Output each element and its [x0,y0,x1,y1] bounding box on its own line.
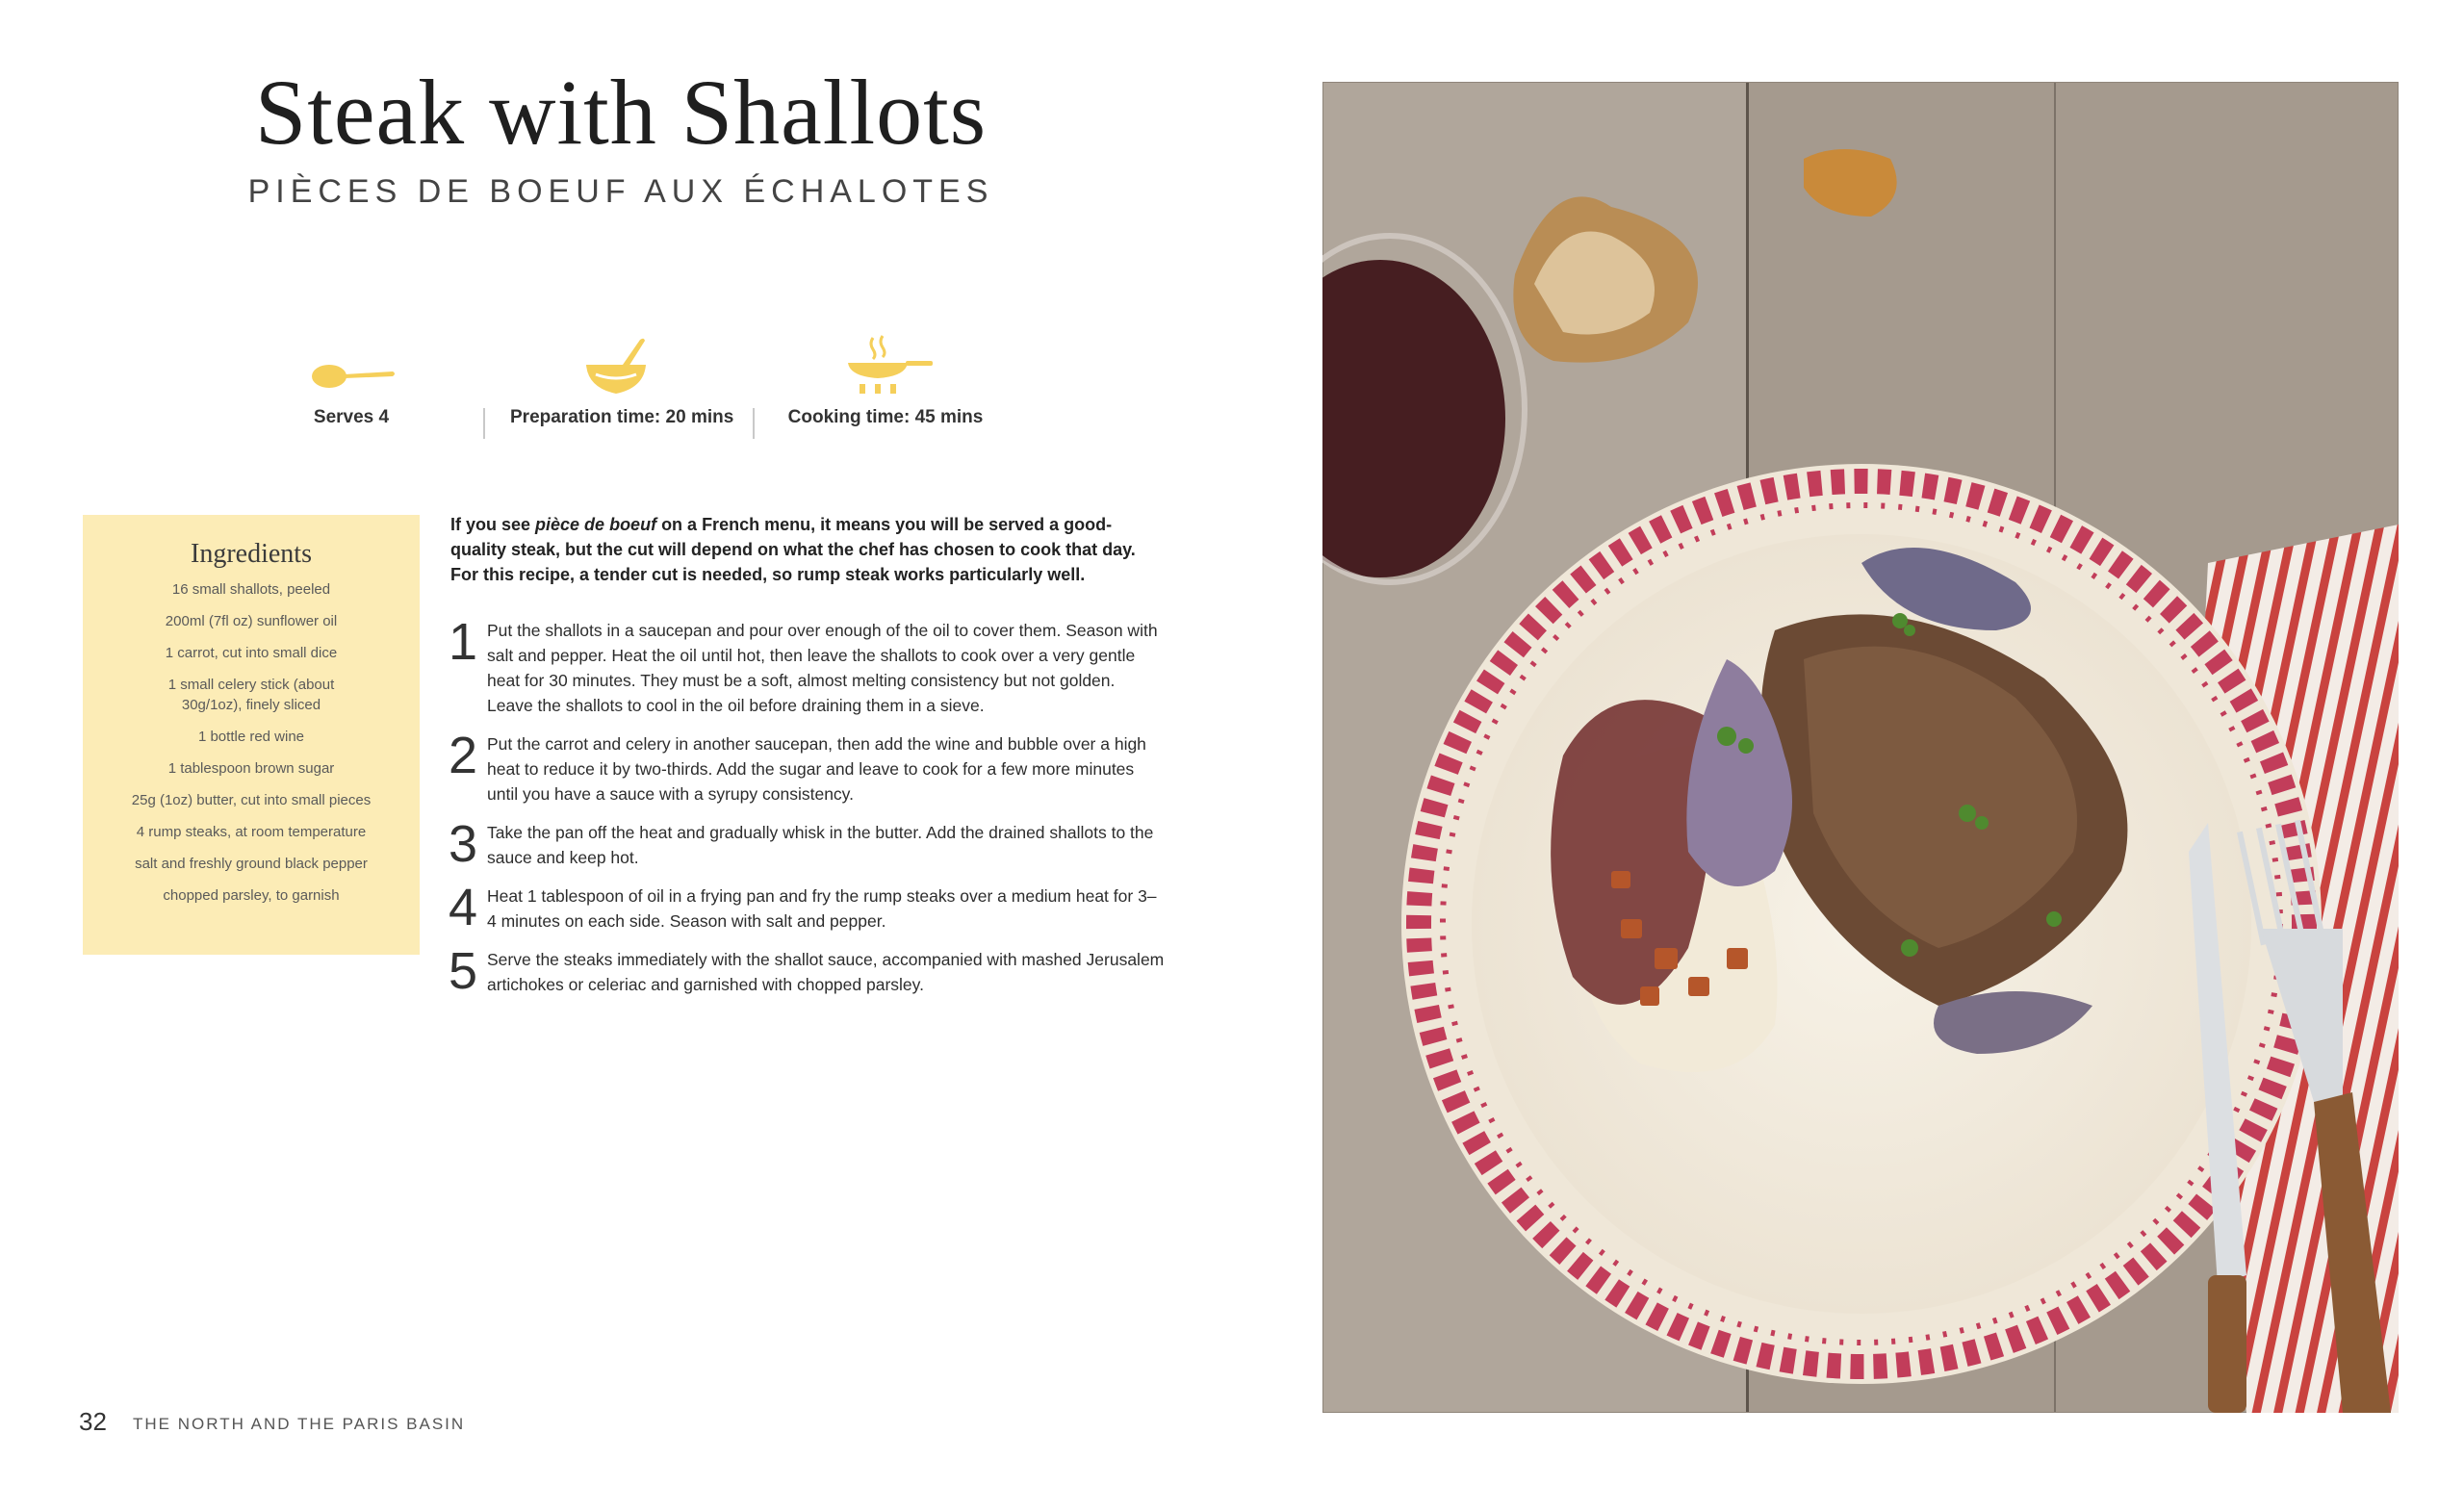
intro-text-start: If you see [450,515,536,534]
ingredient-item: 1 bottle red wine [197,729,305,745]
ingredients-heading: Ingredients [191,539,312,569]
cook-label: Cooking time: 45 mins [787,407,984,427]
method-step [449,613,1165,718]
section-name: THE NORTH AND THE PARIS BASIN [133,1415,466,1433]
ingredient-item: chopped parsley, to garnish [163,887,340,904]
steak-plate-illustration [1322,82,2399,1413]
step-number: 2 [449,727,478,784]
step-text: Put the carrot and celery in another saucepan, then add the wine and bubble over a high heat to reduce it by two-thirds. Add the sugar and leave to cook for a few more minutes until you have a sauce with a syrupy consistency. [487,734,1146,804]
recipe-title: Steak with Shallots [254,61,988,164]
method-step [449,727,1165,807]
ingredients-list [83,579,420,906]
ingredient-item: 16 small shallots, peeled [171,581,331,598]
serves-info [289,332,414,428]
serves-label: Serves 4 [313,407,390,427]
prep-info [510,332,734,428]
step-number: 1 [449,613,478,671]
intro-text-end: on a French menu, it means you will be served a good-quality steak, but the cut will depend on what the chef has chosen to cook that day. For this recipe, a tender cut is needed, so rump steak works particularly well. [450,515,1136,584]
method-step [449,879,1165,936]
ingredient-item: 4 rump steaks, at room temperature [136,824,367,840]
step-text: Heat 1 tablespoon of oil in a frying pan and fry the rump steaks over a medium heat for 3–4 minutes on each side. Season with salt and pepper. [487,886,1157,931]
step-number: 3 [449,815,478,873]
food-photo [1322,82,2399,1413]
cook-info [780,332,991,428]
mixing-bowl-icon [563,332,669,399]
method-step [449,942,1165,1000]
step-text: Serve the steaks immediately with the shallot sauce, accompanied with mashed Jerusalem artichokes or celeriac and garnished with chopped parsley. [487,950,1165,994]
info-divider [483,408,485,439]
step-text: Take the pan off the heat and gradually whisk in the butter. Add the drained shallots to the sauce and keep hot. [487,823,1154,867]
ingredient-item: 1 tablespoon brown sugar [167,760,335,777]
ingredient-item: 25g (1oz) butter, cut into small pieces [131,792,372,808]
info-divider [753,408,755,439]
ingredient-item: 1 small celery stick (about 30g/1oz), finely sliced [167,677,335,713]
ingredient-item: salt and freshly ground black pepper [135,856,368,872]
method-steps [449,613,1165,1011]
step-number: 5 [449,942,478,1000]
recipe-subtitle: PIÈCES DE BOEUF AUX ÉCHALOTES [247,173,994,210]
ingredient-item: 1 carrot, cut into small dice [165,645,338,661]
ingredients-box [83,515,420,955]
spoon-icon [298,332,404,399]
step-text: Put the shallots in a saucepan and pour over enough of the oil to cover them. Season with salt and pepper. Heat the oil until hot, then leave the shallots to cook over a very gentle heat for 30 minutes. They must be a soft, almost melting consistency but not golden. Leave the shallots to cool in the oil before draining them in a sieve. [487,621,1158,715]
intro-emphasis: pièce de boeuf [535,515,657,534]
frying-pan-icon [833,332,938,399]
method-step [449,815,1165,873]
step-number: 4 [449,879,478,936]
page-number: 32 [79,1407,107,1436]
prep-label: Preparation time: 20 mins [510,407,734,427]
intro-paragraph [450,512,1163,587]
ingredient-item: 200ml (7fl oz) sunflower oil [165,613,338,629]
